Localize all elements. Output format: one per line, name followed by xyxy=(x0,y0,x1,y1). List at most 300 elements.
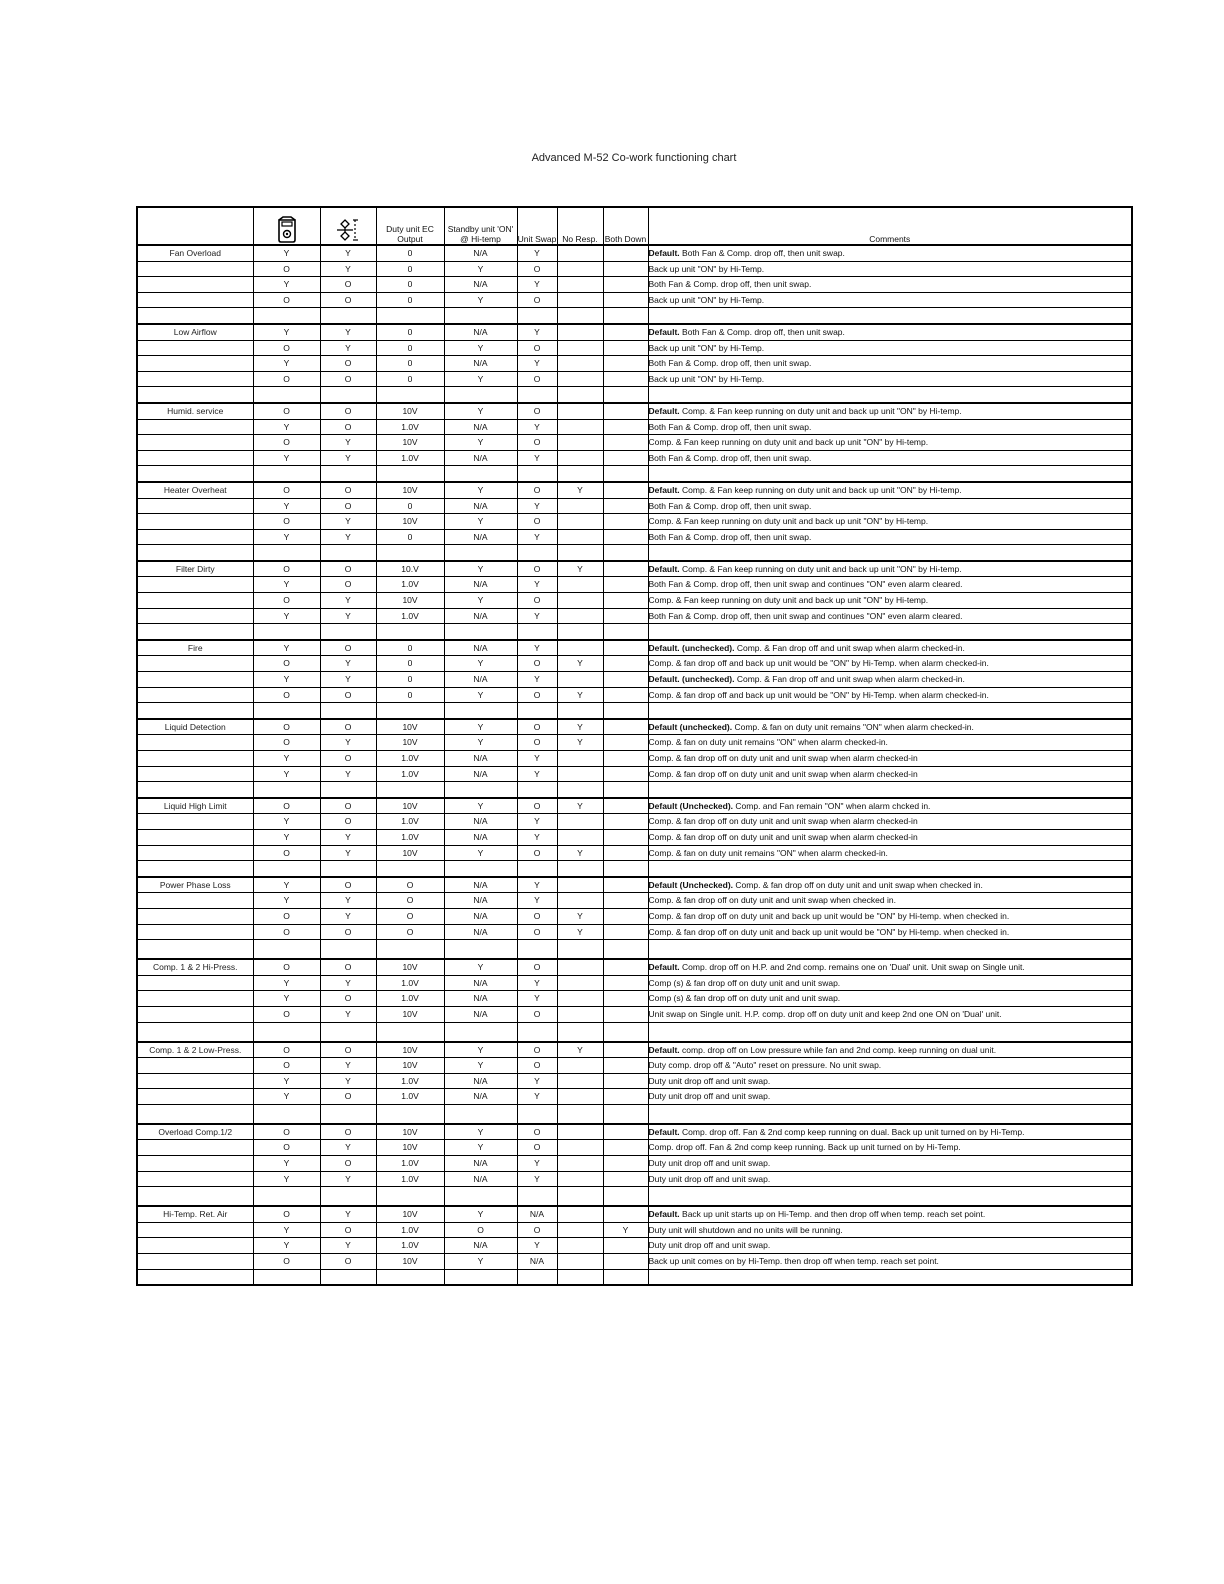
comment-text: Back up unit "ON" by Hi-Temp. xyxy=(648,263,765,274)
duty-ec-output: 1.0V xyxy=(376,608,444,624)
comment-text: Both Fan & Comp. drop off, then unit swap. xyxy=(648,452,812,463)
comment-default-label: Default (unchecked). xyxy=(648,721,733,732)
comment-text: Duty unit drop off and unit swap. xyxy=(648,1075,771,1086)
spacer-row xyxy=(137,308,1132,324)
comment-text: Both Fan & Comp. drop off, then unit swap. xyxy=(648,500,812,511)
fan-state: O xyxy=(320,877,376,893)
table-row xyxy=(137,593,1132,609)
alarm-name xyxy=(137,1156,253,1172)
spacer-cell xyxy=(376,1104,444,1124)
table-row xyxy=(137,371,1132,387)
no-resp xyxy=(557,751,603,767)
fan-state: O xyxy=(320,371,376,387)
comp-state: Y xyxy=(253,814,320,830)
spacer-cell xyxy=(376,545,444,561)
comment-cell xyxy=(648,1140,1132,1156)
unit-swap: O xyxy=(517,845,557,861)
no-resp xyxy=(557,324,603,340)
spacer-cell xyxy=(603,624,648,640)
comp-state: Y xyxy=(253,829,320,845)
spacer-cell xyxy=(517,1187,557,1207)
fan-state: Y xyxy=(320,608,376,624)
comment-cell xyxy=(648,356,1132,372)
fan-state: Y xyxy=(320,1206,376,1222)
unit-swap: O xyxy=(517,1124,557,1140)
alarm-name xyxy=(137,908,253,924)
spacer-cell xyxy=(137,466,253,482)
both-down xyxy=(603,735,648,751)
alarm-name xyxy=(137,1140,253,1156)
both-down xyxy=(603,356,648,372)
comp-state: Y xyxy=(253,893,320,909)
comment-cell xyxy=(648,735,1132,751)
comp-state: O xyxy=(253,1058,320,1074)
fan-state: O xyxy=(320,1089,376,1105)
comment-default-label: Default. xyxy=(648,248,680,258)
spacer-cell xyxy=(648,703,1132,719)
comment-cell xyxy=(648,959,1132,975)
unit-swap: O xyxy=(517,435,557,451)
alarm-name xyxy=(137,814,253,830)
comment-cell xyxy=(648,893,1132,909)
spacer-cell xyxy=(648,861,1132,877)
both-down xyxy=(603,1089,648,1105)
unit-swap: O xyxy=(517,924,557,940)
comment-default-label: Default. (unchecked). xyxy=(648,674,735,685)
both-down xyxy=(603,656,648,672)
comp-state: O xyxy=(253,1140,320,1156)
both-down xyxy=(603,640,648,656)
table-row xyxy=(137,845,1132,861)
unit-swap: O xyxy=(517,1058,557,1074)
no-resp xyxy=(557,1238,603,1254)
fan-state: Y xyxy=(320,829,376,845)
both-down xyxy=(603,924,648,940)
standby-on: Y xyxy=(444,719,517,735)
both-down xyxy=(603,908,648,924)
unit-swap: O xyxy=(517,403,557,419)
standby-on: Y xyxy=(444,435,517,451)
spacer-cell xyxy=(444,1022,517,1042)
comment-cell xyxy=(648,877,1132,893)
table-row xyxy=(137,1140,1132,1156)
comp-state: O xyxy=(253,687,320,703)
header-row xyxy=(137,207,1132,245)
unit-swap: Y xyxy=(517,640,557,656)
spacer-row xyxy=(137,545,1132,561)
no-resp: Y xyxy=(557,561,603,577)
duty-ec-output: 0 xyxy=(376,529,444,545)
both-down xyxy=(603,498,648,514)
unit-swap: Y xyxy=(517,766,557,782)
table-row xyxy=(137,1156,1132,1172)
comment-cell xyxy=(648,292,1132,308)
standby-on: N/A xyxy=(444,245,517,261)
header-compressor xyxy=(253,207,320,245)
spacer-cell xyxy=(648,1269,1132,1285)
comp-state: O xyxy=(253,656,320,672)
duty-ec-output: 0 xyxy=(376,640,444,656)
no-resp: Y xyxy=(557,1042,603,1058)
comment-text: Comp. & fan drop off on duty unit and unit swap when checked in. xyxy=(733,879,983,890)
spacer-cell xyxy=(320,703,376,719)
fan-icon xyxy=(335,216,361,244)
fan-state: O xyxy=(320,719,376,735)
spacer-cell xyxy=(557,861,603,877)
alarm-name: Heater Overheat xyxy=(137,482,253,498)
no-resp xyxy=(557,959,603,975)
alarm-name xyxy=(137,292,253,308)
spacer-cell xyxy=(517,940,557,960)
no-resp xyxy=(557,1254,603,1270)
comment-default-label: Default (Unchecked). xyxy=(648,879,734,890)
spacer-cell xyxy=(517,861,557,877)
table-row xyxy=(137,498,1132,514)
table-row xyxy=(137,687,1132,703)
spacer-cell xyxy=(517,466,557,482)
standby-on: Y xyxy=(444,292,517,308)
unit-swap: O xyxy=(517,687,557,703)
comment-text: Duty unit drop off and unit swap. xyxy=(648,1091,771,1102)
spacer-cell xyxy=(320,1187,376,1207)
comment-text: Duty unit drop off and unit swap. xyxy=(648,1158,771,1169)
alarm-name xyxy=(137,514,253,530)
comp-state: O xyxy=(253,435,320,451)
comp-state: Y xyxy=(253,1171,320,1187)
standby-on: N/A xyxy=(444,608,517,624)
both-down xyxy=(603,1206,648,1222)
duty-ec-output: 1.0V xyxy=(376,1238,444,1254)
duty-ec-output: 10V xyxy=(376,798,444,814)
unit-swap: O xyxy=(517,908,557,924)
comment-cell xyxy=(648,751,1132,767)
spacer-cell xyxy=(517,1104,557,1124)
comment-cell xyxy=(648,672,1132,688)
both-down xyxy=(603,1156,648,1172)
standby-on: N/A xyxy=(444,640,517,656)
duty-ec-output: 1.0V xyxy=(376,1073,444,1089)
duty-ec-output: 1.0V xyxy=(376,975,444,991)
comment-cell xyxy=(648,1042,1132,1058)
comment-text: Duty unit drop off and unit swap. xyxy=(648,1173,771,1184)
spacer-cell xyxy=(376,940,444,960)
both-down xyxy=(603,845,648,861)
header-fan xyxy=(320,207,376,245)
standby-on: N/A xyxy=(444,924,517,940)
alarm-name xyxy=(137,277,253,293)
duty-ec-output: 10V xyxy=(376,959,444,975)
comp-state: O xyxy=(253,959,320,975)
table-row xyxy=(137,991,1132,1007)
fan-state: O xyxy=(320,577,376,593)
duty-ec-output: 1.0V xyxy=(376,1089,444,1105)
no-resp xyxy=(557,356,603,372)
spacer-cell xyxy=(648,1022,1132,1042)
alarm-name xyxy=(137,435,253,451)
fan-state: O xyxy=(320,292,376,308)
both-down xyxy=(603,1042,648,1058)
fan-state: O xyxy=(320,1042,376,1058)
duty-ec-output: 10V xyxy=(376,719,444,735)
spacer-cell xyxy=(376,466,444,482)
duty-ec-output: O xyxy=(376,908,444,924)
no-resp xyxy=(557,893,603,909)
table-row xyxy=(137,482,1132,498)
unit-swap: O xyxy=(517,514,557,530)
comment-cell xyxy=(648,1006,1132,1022)
table-row xyxy=(137,1042,1132,1058)
comment-cell xyxy=(648,261,1132,277)
duty-ec-output: 0 xyxy=(376,340,444,356)
duty-ec-output: 10V xyxy=(376,845,444,861)
comment-default-label: Default (Unchecked). xyxy=(648,800,734,811)
no-resp: Y xyxy=(557,687,603,703)
both-down xyxy=(603,593,648,609)
comment-text: Comp. & fan drop off on duty unit and back up unit would be "ON" by Hi-temp. when checked in. xyxy=(648,926,1010,937)
comment-text: Comp. & Fan keep running on duty unit and back up unit "ON" by Hi-temp. xyxy=(679,563,962,574)
comment-cell xyxy=(648,991,1132,1007)
duty-ec-output: 10V xyxy=(376,514,444,530)
spacer-cell xyxy=(557,703,603,719)
table-row xyxy=(137,324,1132,340)
unit-swap: Y xyxy=(517,1171,557,1187)
unit-swap: O xyxy=(517,561,557,577)
table-row xyxy=(137,577,1132,593)
duty-ec-output: 0 xyxy=(376,261,444,277)
page-title: Advanced M-52 Co-work functioning chart xyxy=(531,152,737,164)
standby-on: Y xyxy=(444,1124,517,1140)
unit-swap: Y xyxy=(517,498,557,514)
comment-cell xyxy=(648,766,1132,782)
alarm-name xyxy=(137,766,253,782)
spacer-cell xyxy=(137,940,253,960)
unit-swap: O xyxy=(517,719,557,735)
comment-cell xyxy=(648,798,1132,814)
comp-state: Y xyxy=(253,498,320,514)
alarm-name xyxy=(137,356,253,372)
both-down xyxy=(603,959,648,975)
unit-swap: Y xyxy=(517,991,557,1007)
comment-cell xyxy=(648,1156,1132,1172)
alarm-name xyxy=(137,608,253,624)
spacer-row xyxy=(137,1104,1132,1124)
no-resp xyxy=(557,435,603,451)
spacer-cell xyxy=(253,782,320,798)
comment-cell xyxy=(648,608,1132,624)
comment-cell xyxy=(648,975,1132,991)
alarm-name xyxy=(137,687,253,703)
table-row xyxy=(137,893,1132,909)
no-resp: Y xyxy=(557,798,603,814)
spacer-cell xyxy=(253,861,320,877)
comment-cell xyxy=(648,482,1132,498)
spacer-cell xyxy=(557,466,603,482)
both-down xyxy=(603,1006,648,1022)
cowork-chart-table xyxy=(136,206,1133,1286)
both-down xyxy=(603,292,648,308)
spacer-cell xyxy=(137,1022,253,1042)
spacer-cell xyxy=(376,387,444,403)
table-row xyxy=(137,514,1132,530)
fan-state: Y xyxy=(320,1073,376,1089)
unit-swap: O xyxy=(517,656,557,672)
spacer-cell xyxy=(376,703,444,719)
table-row xyxy=(137,340,1132,356)
table-row xyxy=(137,277,1132,293)
comment-cell xyxy=(648,529,1132,545)
comp-state: Y xyxy=(253,324,320,340)
spacer-cell xyxy=(444,1269,517,1285)
no-resp xyxy=(557,403,603,419)
spacer-cell xyxy=(253,703,320,719)
spacer-cell xyxy=(557,1022,603,1042)
unit-swap: Y xyxy=(517,1156,557,1172)
standby-on: N/A xyxy=(444,814,517,830)
comment-cell xyxy=(648,814,1132,830)
unit-swap: O xyxy=(517,371,557,387)
duty-ec-output: 0 xyxy=(376,245,444,261)
standby-on: Y xyxy=(444,1042,517,1058)
comment-default-label: Default. xyxy=(648,962,680,973)
both-down xyxy=(603,814,648,830)
spacer-cell xyxy=(444,1104,517,1124)
spacer-cell xyxy=(253,624,320,640)
spacer-cell xyxy=(376,1022,444,1042)
comment-text: Comp. drop off. Fan & 2nd comp keep running on dual. Back up unit turned on by Hi-Temp. xyxy=(679,1126,1025,1137)
spacer-cell xyxy=(517,387,557,403)
comp-state: Y xyxy=(253,277,320,293)
spacer-cell xyxy=(444,861,517,877)
comment-cell xyxy=(648,561,1132,577)
spacer-cell xyxy=(137,703,253,719)
comp-state: O xyxy=(253,1206,320,1222)
alarm-name xyxy=(137,656,253,672)
spacer-cell xyxy=(137,861,253,877)
comment-cell xyxy=(648,1206,1132,1222)
fan-state: Y xyxy=(320,450,376,466)
comment-text: Comp. & fan drop off and back up unit would be "ON" by Hi-Temp. when alarm checked-in. xyxy=(648,658,989,669)
table-row xyxy=(137,719,1132,735)
no-resp xyxy=(557,1156,603,1172)
spacer-row xyxy=(137,624,1132,640)
table-row xyxy=(137,640,1132,656)
standby-on: Y xyxy=(444,340,517,356)
spacer-cell xyxy=(648,308,1132,324)
spacer-cell xyxy=(648,1104,1132,1124)
no-resp: Y xyxy=(557,482,603,498)
spacer-row xyxy=(137,387,1132,403)
unit-swap: O xyxy=(517,1006,557,1022)
spacer-cell xyxy=(517,782,557,798)
duty-ec-output: 0 xyxy=(376,687,444,703)
unit-swap: Y xyxy=(517,1238,557,1254)
no-resp xyxy=(557,640,603,656)
standby-on: N/A xyxy=(444,991,517,1007)
duty-ec-output: 0 xyxy=(376,656,444,672)
fan-state: Y xyxy=(320,975,376,991)
fan-state: Y xyxy=(320,1140,376,1156)
comment-cell xyxy=(648,640,1132,656)
comment-cell xyxy=(648,403,1132,419)
alarm-name xyxy=(137,261,253,277)
comment-cell xyxy=(648,1073,1132,1089)
unit-swap: Y xyxy=(517,324,557,340)
comment-cell xyxy=(648,687,1132,703)
spacer-row xyxy=(137,940,1132,960)
comment-text: Both Fan & Comp. drop off, then unit swap and continues "ON" even alarm cleared. xyxy=(648,579,963,590)
alarm-name xyxy=(137,1222,253,1238)
unit-swap: O xyxy=(517,482,557,498)
both-down xyxy=(603,245,648,261)
spacer-cell xyxy=(320,1269,376,1285)
fan-state: O xyxy=(320,1156,376,1172)
no-resp xyxy=(557,340,603,356)
no-resp: Y xyxy=(557,735,603,751)
comment-text: Both Fan & Comp. drop off, then unit swap. xyxy=(679,248,845,258)
spacer-cell xyxy=(557,624,603,640)
duty-ec-output: 0 xyxy=(376,672,444,688)
comment-cell xyxy=(648,498,1132,514)
standby-on: N/A xyxy=(444,1156,517,1172)
spacer-cell xyxy=(376,308,444,324)
header-both-down: Both Down xyxy=(603,207,648,245)
spacer-cell xyxy=(557,940,603,960)
both-down xyxy=(603,419,648,435)
comment-text: Unit swap on Single unit. H.P. comp. drop off on duty unit and keep 2nd one ON on 'Dual' unit. xyxy=(648,1008,1002,1019)
duty-ec-output: 10.V xyxy=(376,561,444,577)
no-resp xyxy=(557,829,603,845)
alarm-name: Fire xyxy=(137,640,253,656)
spacer-cell xyxy=(376,782,444,798)
fan-state: Y xyxy=(320,893,376,909)
both-down xyxy=(603,403,648,419)
unit-swap: O xyxy=(517,1140,557,1156)
comment-text: Duty comp. drop off & "Auto" reset on pressure. No unit swap. xyxy=(648,1060,882,1071)
comment-text: Comp. & Fan drop off and unit swap when alarm checked-in. xyxy=(734,642,965,653)
no-resp xyxy=(557,529,603,545)
spacer-cell xyxy=(320,1022,376,1042)
no-resp: Y xyxy=(557,719,603,735)
spacer-cell xyxy=(376,861,444,877)
comment-text: Comp. drop off. Fan & 2nd comp keep running. Back up unit turned on by Hi-Temp. xyxy=(648,1142,961,1153)
both-down xyxy=(603,991,648,1007)
unit-swap: O xyxy=(517,292,557,308)
spacer-cell xyxy=(137,1187,253,1207)
both-down xyxy=(603,1140,648,1156)
comp-state: O xyxy=(253,845,320,861)
alarm-name: Comp. 1 & 2 Hi-Press. xyxy=(137,959,253,975)
comment-text: Comp. & fan on duty unit remains "ON" when alarm checked-in. xyxy=(732,721,974,732)
both-down xyxy=(603,1124,648,1140)
table-row xyxy=(137,1089,1132,1105)
both-down xyxy=(603,1058,648,1074)
no-resp xyxy=(557,261,603,277)
alarm-name xyxy=(137,1058,253,1074)
unit-swap: Y xyxy=(517,893,557,909)
duty-ec-output: O xyxy=(376,924,444,940)
standby-on: N/A xyxy=(444,672,517,688)
unit-swap: O xyxy=(517,735,557,751)
unit-swap: O xyxy=(517,1042,557,1058)
no-resp xyxy=(557,1222,603,1238)
fan-state: O xyxy=(320,1124,376,1140)
unit-swap: Y xyxy=(517,529,557,545)
comment-text: Duty unit will shutdown and no units will be running. xyxy=(648,1224,843,1235)
alarm-name xyxy=(137,845,253,861)
spacer-cell xyxy=(603,940,648,960)
unit-swap: Y xyxy=(517,975,557,991)
no-resp xyxy=(557,814,603,830)
